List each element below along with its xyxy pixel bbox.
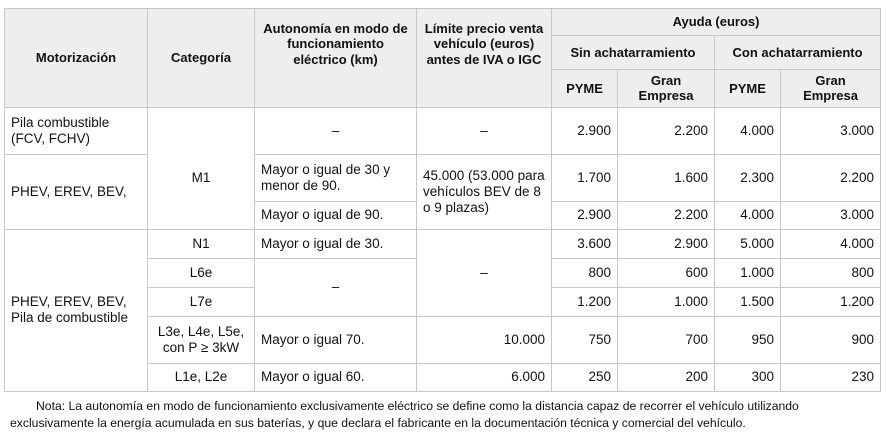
autonomia-cell: Mayor o igual 70. <box>255 316 417 363</box>
table-row <box>5 229 881 258</box>
value-cell: 1.200 <box>552 287 618 316</box>
motor-cell: PHEV, EREV, BEV, Pila de combustible <box>5 229 148 391</box>
limite-cell: 10.000 <box>417 316 552 363</box>
limite-cell: 45.000 (53.000 para vehículos BEV de 8 o 9 plazas) <box>417 154 552 229</box>
autonomia-cell: – <box>255 258 417 316</box>
limite-cell: 6.000 <box>417 363 552 391</box>
value-cell: 3.000 <box>781 201 881 229</box>
categoria-cell: L7e <box>148 287 255 316</box>
categoria-cell: M1 <box>148 107 255 229</box>
value-cell: 4.000 <box>715 201 781 229</box>
value-cell: 2.200 <box>781 154 881 201</box>
limite-cell: – <box>417 107 552 154</box>
value-cell: 230 <box>781 363 881 391</box>
value-cell: 2.900 <box>552 107 618 154</box>
header-sin-gran-empresa: Gran Empresa <box>618 70 715 108</box>
autonomia-cell: – <box>255 107 417 154</box>
value-cell: 4.000 <box>715 107 781 154</box>
value-cell: 4.000 <box>781 229 881 258</box>
header-sin-pyme: PYME <box>552 70 618 108</box>
autonomia-cell: Mayor o igual de 90. <box>255 201 417 229</box>
autonomia-cell: Mayor o igual de 30 y menor de 90. <box>255 154 417 201</box>
value-cell: 800 <box>552 258 618 287</box>
header-motorizacion: Motorización <box>5 9 148 108</box>
header-autonomia: Autonomía en modo de funcionamiento eléctrico (km) <box>255 9 417 108</box>
value-cell: 900 <box>781 316 881 363</box>
value-cell: 3.000 <box>781 107 881 154</box>
motor-cell: Pila combustible (FCV, FCHV) <box>5 107 148 154</box>
value-cell: 600 <box>618 258 715 287</box>
value-cell: 1.200 <box>781 287 881 316</box>
autonomia-cell: Mayor o igual de 30. <box>255 229 417 258</box>
header-ayuda: Ayuda (euros) <box>552 9 881 36</box>
header-categoria: Categoría <box>148 9 255 108</box>
table-row <box>5 154 881 201</box>
value-cell: 2.900 <box>552 201 618 229</box>
footnote-text: Nota: La autonomía en modo de funcionamiento exclusivamente eléctrico se define como la distancia capaz de recorrer el vehículo utilizando exclusivamente la energía acumulada en sus baterías, y que declara el fabricante en la documentación técnica y comercial del vehículo. <box>10 399 799 431</box>
categoria-cell: L6e <box>148 258 255 287</box>
value-cell: 3.600 <box>552 229 618 258</box>
value-cell: 1.000 <box>715 258 781 287</box>
motor-cell: PHEV, EREV, BEV, <box>5 154 148 229</box>
value-cell: 250 <box>552 363 618 391</box>
value-cell: 2.200 <box>618 201 715 229</box>
value-cell: 700 <box>618 316 715 363</box>
value-cell: 1.500 <box>715 287 781 316</box>
value-cell: 1.600 <box>618 154 715 201</box>
value-cell: 300 <box>715 363 781 391</box>
value-cell: 1.000 <box>618 287 715 316</box>
value-cell: 5.000 <box>715 229 781 258</box>
header-con-pyme: PYME <box>715 70 781 108</box>
limite-cell: – <box>417 229 552 316</box>
categoria-cell: N1 <box>148 229 255 258</box>
categoria-cell: L3e, L4e, L5e, con P ≥ 3kW <box>148 316 255 363</box>
value-cell: 950 <box>715 316 781 363</box>
table-row <box>5 107 881 154</box>
footnote <box>10 398 876 432</box>
header-limite: Límite precio venta vehículo (euros) antes de IVA o IGC <box>417 9 552 108</box>
value-cell: 2.300 <box>715 154 781 201</box>
value-cell: 200 <box>618 363 715 391</box>
header-con-achatarramiento: Con achatarramiento <box>715 36 881 70</box>
aid-table <box>4 8 881 392</box>
value-cell: 2.200 <box>618 107 715 154</box>
header-con-gran-empresa: Gran Empresa <box>781 70 881 108</box>
header-sin-achatarramiento: Sin achatarramiento <box>552 36 715 70</box>
autonomia-cell: Mayor o igual 60. <box>255 363 417 391</box>
value-cell: 1.700 <box>552 154 618 201</box>
value-cell: 750 <box>552 316 618 363</box>
value-cell: 2.900 <box>618 229 715 258</box>
value-cell: 800 <box>781 258 881 287</box>
categoria-cell: L1e, L2e <box>148 363 255 391</box>
